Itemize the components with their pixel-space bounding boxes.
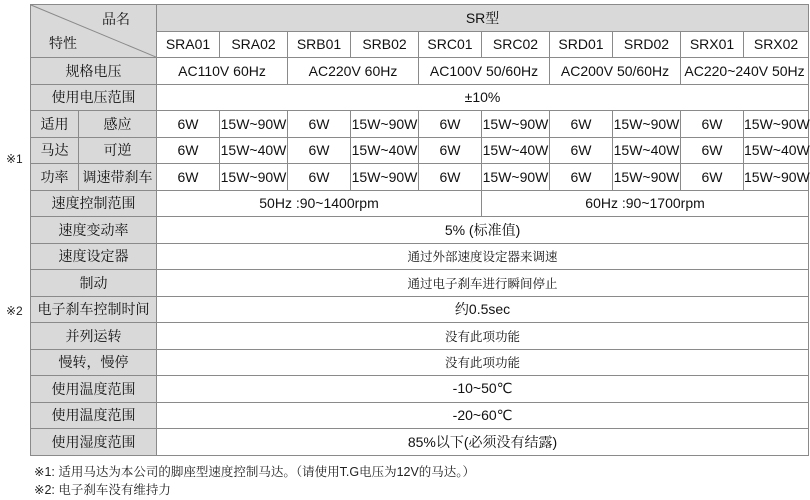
model-cell: SRA01 bbox=[157, 31, 220, 58]
value-cell: 6W bbox=[288, 137, 351, 164]
row-label: 速度变动率 bbox=[31, 217, 157, 244]
value-cell: 85%以下(必须没有结露) bbox=[157, 429, 809, 456]
spec-table bbox=[30, 4, 809, 456]
side-mark-2: ※2 bbox=[6, 304, 23, 318]
row-label: 并列运转 bbox=[31, 323, 157, 350]
value-cell: 6W bbox=[288, 164, 351, 191]
model-cell: SRD01 bbox=[550, 31, 613, 58]
value-cell: 6W bbox=[419, 164, 482, 191]
value-cell: 15W~90W bbox=[613, 164, 681, 191]
value-cell: AC100V 50/60Hz bbox=[419, 58, 550, 85]
value-cell: 6W bbox=[157, 137, 220, 164]
value-cell: 6W bbox=[550, 137, 613, 164]
value-cell: 6W bbox=[550, 164, 613, 191]
value-cell: 6W bbox=[157, 111, 220, 138]
footnote-2: ※2: 电子刹车没有维持力 bbox=[34, 483, 171, 497]
value-cell: 15W~90W bbox=[613, 111, 681, 138]
motor-group-label-2: 马达 bbox=[31, 137, 79, 164]
value-cell: 6W bbox=[550, 111, 613, 138]
row-label: 感应 bbox=[79, 111, 157, 138]
value-cell: ±10% bbox=[157, 84, 809, 111]
speed-variation-row bbox=[31, 217, 809, 244]
row-label: 慢转，慢停 bbox=[31, 349, 157, 376]
row-label: 使用电压范围 bbox=[31, 84, 157, 111]
value-cell: 15W~90W bbox=[351, 111, 419, 138]
value-cell: 通过外部速度设定器来调速 bbox=[157, 243, 809, 270]
row-label: 使用温度范围 bbox=[31, 402, 157, 429]
header-corner-cell bbox=[31, 5, 157, 58]
value-cell: 6W bbox=[681, 137, 744, 164]
model-cell: SRX01 bbox=[681, 31, 744, 58]
side-mark-1: ※1 bbox=[6, 152, 23, 166]
model-cell: SRC01 bbox=[419, 31, 482, 58]
value-cell: AC220V 60Hz bbox=[288, 58, 419, 85]
motor-group-label-3: 功率 bbox=[31, 164, 79, 191]
value-cell: 15W~40W bbox=[482, 137, 550, 164]
value-cell: 6W bbox=[681, 111, 744, 138]
rated-voltage-row bbox=[31, 58, 809, 85]
row-label: 规格电压 bbox=[31, 58, 157, 85]
value-cell: AC200V 50/60Hz bbox=[550, 58, 681, 85]
motor-group-label-1: 适用 bbox=[31, 111, 79, 138]
value-cell: 15W~90W bbox=[220, 111, 288, 138]
parallel-row bbox=[31, 323, 809, 350]
speed-setter-row bbox=[31, 243, 809, 270]
value-cell: 6W bbox=[419, 111, 482, 138]
row-label: 使用湿度范围 bbox=[31, 429, 157, 456]
brake-motor-row bbox=[31, 164, 809, 191]
value-cell: 6W bbox=[288, 111, 351, 138]
speed-range-row bbox=[31, 190, 809, 217]
value-cell: 50Hz :90~1400rpm bbox=[157, 190, 482, 217]
model-cell: SRA02 bbox=[220, 31, 288, 58]
value-cell: 15W~40W bbox=[351, 137, 419, 164]
value-cell: 60Hz :90~1700rpm bbox=[482, 190, 809, 217]
value-cell: 15W~40W bbox=[744, 137, 809, 164]
value-cell: 5% (标准值) bbox=[157, 217, 809, 244]
model-cell: SRC02 bbox=[482, 31, 550, 58]
voltage-range-row bbox=[31, 84, 809, 111]
slow-run-row bbox=[31, 349, 809, 376]
value-cell: 15W~90W bbox=[744, 111, 809, 138]
row-label: 使用温度范围 bbox=[31, 376, 157, 403]
value-cell: -10~50℃ bbox=[157, 376, 809, 403]
product-name-label: 品名 bbox=[102, 11, 130, 27]
value-cell: 15W~90W bbox=[220, 164, 288, 191]
brake-time-row bbox=[31, 296, 809, 323]
value-cell: 没有此项功能 bbox=[157, 349, 809, 376]
property-label: 特性 bbox=[49, 35, 77, 52]
value-cell: 15W~90W bbox=[482, 164, 550, 191]
row-label: 速度控制范围 bbox=[31, 190, 157, 217]
row-label: 可逆 bbox=[79, 137, 157, 164]
value-cell: 6W bbox=[681, 164, 744, 191]
value-cell: 约0.5sec bbox=[157, 296, 809, 323]
value-cell: 没有此项功能 bbox=[157, 323, 809, 350]
row-label: 制动 bbox=[31, 270, 157, 297]
braking-row bbox=[31, 270, 809, 297]
temp-range-row-1 bbox=[31, 376, 809, 403]
series-header: SR型 bbox=[157, 5, 809, 32]
row-label: 电子刹车控制时间 bbox=[31, 296, 157, 323]
induction-row bbox=[31, 111, 809, 138]
value-cell: 15W~40W bbox=[220, 137, 288, 164]
row-label: 调速带刹车 bbox=[79, 164, 157, 191]
model-cell: SRX02 bbox=[744, 31, 809, 58]
value-cell: 15W~90W bbox=[482, 111, 550, 138]
value-cell: -20~60℃ bbox=[157, 402, 809, 429]
value-cell: 15W~40W bbox=[613, 137, 681, 164]
row-label: 速度设定器 bbox=[31, 243, 157, 270]
value-cell: 15W~90W bbox=[744, 164, 809, 191]
temp-range-row-2 bbox=[31, 402, 809, 429]
model-cell: SRB02 bbox=[351, 31, 419, 58]
value-cell: 6W bbox=[157, 164, 220, 191]
value-cell: AC110V 60Hz bbox=[157, 58, 288, 85]
reversible-row bbox=[31, 137, 809, 164]
value-cell: 6W bbox=[419, 137, 482, 164]
value-cell: 15W~90W bbox=[351, 164, 419, 191]
humidity-row bbox=[31, 429, 809, 456]
value-cell: 通过电子刹车进行瞬间停止 bbox=[157, 270, 809, 297]
value-cell: AC220~240V 50Hz bbox=[681, 58, 809, 85]
model-cell: SRD02 bbox=[613, 31, 681, 58]
model-cell: SRB01 bbox=[288, 31, 351, 58]
footnote-1: ※1: 适用马达为本公司的脚座型速度控制马达。（请使用T.G电压为12V的马达。） bbox=[34, 465, 476, 479]
